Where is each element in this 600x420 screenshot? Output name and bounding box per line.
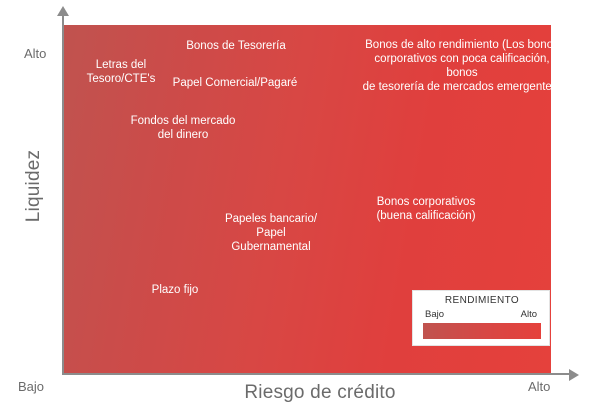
data-point-label: Papel Comercial/Pagaré (172, 77, 298, 89)
x-axis-title: Riesgo de crédito (244, 382, 396, 403)
y-axis-arrow-icon (57, 6, 69, 16)
legend (412, 290, 550, 346)
data-point-label: Bonos de alto rendimiento (Los bonos corporativos con poca calificación, bonos de tesorería de mercados emergentes) (362, 39, 562, 93)
y-axis-tick-high: Alto (24, 46, 47, 61)
legend-title: RENDIMIENTO (444, 295, 520, 306)
y-axis-title: Liquidez (23, 149, 44, 223)
legend-label-high: Alto (520, 309, 537, 320)
x-axis-arrow-icon (569, 369, 579, 381)
x-axis-tick-high: Alto (528, 379, 551, 394)
data-point-label: Bonos de Tesorería (186, 40, 286, 52)
data-point-label: Plazo fijo (151, 284, 199, 296)
y-axis-line (62, 14, 64, 374)
x-axis-line (62, 373, 571, 375)
legend-label-low: Bajo (425, 309, 445, 320)
legend-gradient-bar (423, 323, 541, 339)
data-point-label: Papeles bancario/ Papel Gubernamental (224, 213, 318, 253)
data-point-label: Fondos del mercado del dinero (130, 115, 236, 141)
y-axis-tick-low: Bajo (18, 379, 45, 394)
data-point-label: Bonos corporativos (buena calificación) (376, 196, 476, 222)
data-point-label: Letras del Tesoro/CTE's (86, 59, 156, 85)
